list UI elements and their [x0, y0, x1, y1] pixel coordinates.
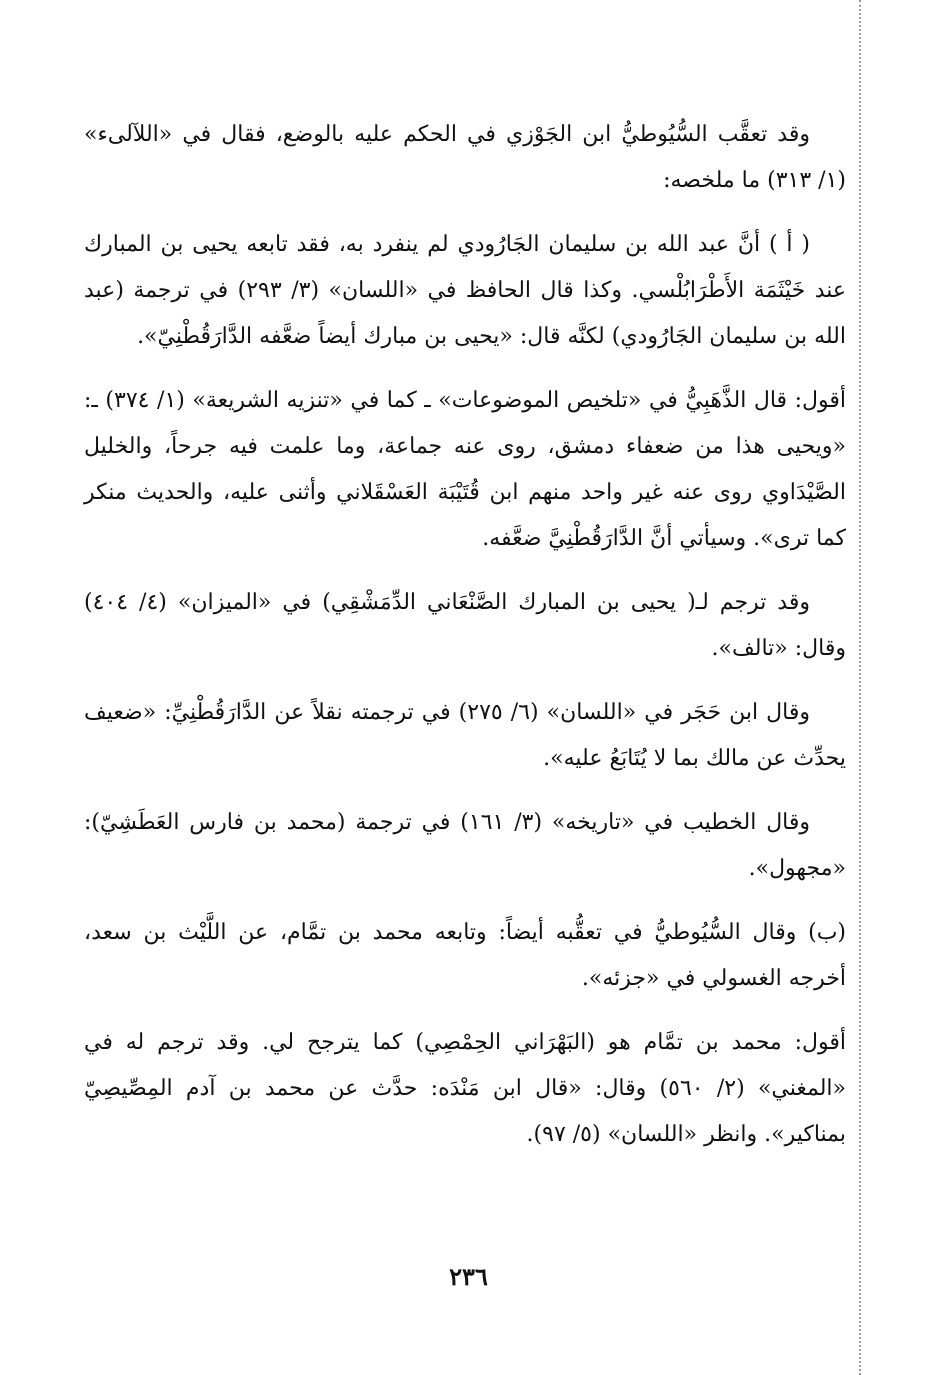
page-edge-dotted-line [859, 0, 861, 1375]
paragraph-ibn-hajar-quote: وقال ابن حَجَر في «اللسان» (٦/ ٢٧٥) في ترجمته نقلاً عن الدَّارَقُطْنِيِّ: «ضعيف يحدِّث عن مالك بما لا يُتَابَعُ عليه». [84, 700, 846, 771]
paragraph-point-ba: (ب) وقال السُّيُوطيُّ في تعقُّبه أيضاً: وتابعه محمد بن تمَّام، عن اللَّيْث بن سعد، أخرجه الغسولي في «جزئه». [84, 920, 846, 991]
paragraph-muhammad-ibn-tammam: أقول: محمد بن تمَّام هو (البَهْرَاني الحِمْصِي) كما يترجح لي. وقد ترجم له في «المغني» (٢/ ٥٦٠) وقال: «قال ابن مَنْدَه: حدَّث عن محمد بن آدم المِصِّيصِيّ بمناكير». وانظر «اللسان» (٥/ ٩٧). [84, 1030, 846, 1147]
paragraph-khatib-quote: وقال الخطيب في «تاريخه» (٣/ ١٦١) في ترجمة (محمد بن فارس العَطَشِيّ): «مجهول». [84, 810, 846, 881]
page-number: ٢٣٦ [449, 1262, 488, 1291]
paragraph-dhahabi-quote: أقول: قال الذَّهَبِيُّ في «تلخيص الموضوعات» ـ كما في «تنزيه الشريعة» (١/ ٣٧٤) ـ: «ويحيى هذا من ضعفاء دمشق، روى عنه جماعة، وما علمت فيه جرحاً، والخليل الصَّيْدَاوي روى عنه غير واحد منهم ابن قُتَيْبَة العَسْقَلاني وأثنى عليه، والحديث منكر كما ترى». وسيأتي أنَّ الدَّارَقُطْنِيَّ ضعَّفه. [84, 388, 847, 551]
page-body [84, 112, 846, 1176]
paragraph-mizan-entry: وقد ترجم لـ( يحيى بن المبارك الصَّنْعَاني الدِّمَشْقِي) في «الميزان» (٤/ ٤٠٤) وقال: «تالف». [84, 590, 846, 661]
paragraph-point-alif: ( أ ) أنَّ عبد الله بن سليمان الجَارُودي لم ينفرد به، فقد تابعه يحيى بن المبارك عند خَيْثَمَة الأَطْرَابُلْسي. وكذا قال الحافظ في «اللسان» (٣/ ٢٩٣) في ترجمة (عبد الله بن سليمان الجَارُودي) لكنَّه قال: «يحيى بن مبارك أيضاً ضعَّفه الدَّارَقُطْنِيّ». [84, 232, 847, 349]
paragraph-suyuti-critique: وقد تعقَّب السُّيُوطيُّ ابن الجَوْزي في الحكم عليه بالوضع، فقال في «اللآلىء» (١/ ٣١٣) ما ملخصه: [84, 122, 846, 193]
